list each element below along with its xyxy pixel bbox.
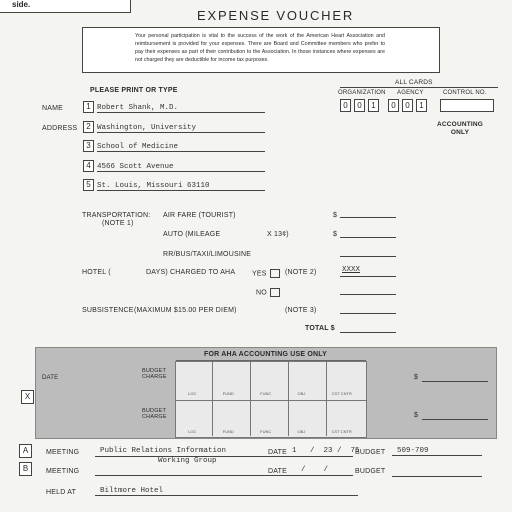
meeting-b-budget[interactable] <box>392 476 482 477</box>
name-label: NAME <box>42 105 64 112</box>
hotel-amount-line <box>340 276 396 277</box>
aha-dollar-2: $ <box>414 412 419 419</box>
line-number-4: 4 <box>83 160 94 172</box>
meeting-b-label: MEETING <box>46 468 80 475</box>
col-loc: LOC <box>188 391 197 396</box>
col-func-2: FUNC <box>260 429 272 434</box>
meeting-a-budget-label: BUDGET <box>355 449 386 456</box>
address-line-3[interactable]: 4566 Scott Avenue <box>97 163 265 172</box>
line-number-1: 1 <box>83 101 94 113</box>
agency-digit-2: 0 <box>402 99 413 112</box>
meeting-a-field-2[interactable]: Working Group <box>158 457 217 465</box>
held-at-field[interactable]: Biltmore Hotel <box>95 487 358 496</box>
aha-dollar-1: $ <box>414 374 419 381</box>
col-fund-2: FUND <box>222 429 234 434</box>
subsistence-note3: (NOTE 3) <box>285 307 317 314</box>
hotel-yes-option[interactable] <box>252 269 280 278</box>
air-fare-field[interactable] <box>340 217 396 218</box>
line-number-5: 5 <box>83 179 94 191</box>
subsistence-field[interactable] <box>340 313 396 314</box>
address-label: ADDRESS <box>42 125 78 132</box>
total-field[interactable] <box>340 332 396 333</box>
please-print-label: PLEASE PRINT OR TYPE <box>90 87 178 94</box>
col-func: FUNC <box>260 391 272 396</box>
air-fare-currency: $ <box>333 212 338 219</box>
meeting-a-field[interactable]: Public Relations Information <box>100 447 227 455</box>
col-obj: OBJ <box>297 391 306 396</box>
address-line-4[interactable]: St. Louis, Missouri 63110 <box>97 182 265 191</box>
subsistence-max: (MAXIMUM $15.00 PER DIEM) <box>134 307 237 314</box>
org-digit-3: 1 <box>368 99 379 112</box>
agency-label: AGENCY <box>397 90 424 96</box>
hotel-label: HOTEL ( <box>82 269 111 276</box>
aha-header: FOR AHA ACCOUNTING USE ONLY <box>204 351 327 358</box>
meeting-b-budget-label: BUDGET <box>355 468 386 475</box>
aha-budget-charge-2: BUDGET CHARGE <box>142 408 167 420</box>
rr-bus-label: RR/BUS/TAXI/LIMOUSINE <box>163 251 252 258</box>
transportation-label: TRANSPORTATION: <box>82 212 151 219</box>
subsistence-label: SUBSISTENCE <box>82 307 134 314</box>
accounting-only-label: ACCOUNTING ONLY <box>437 121 484 136</box>
grid-row2-labels <box>175 429 365 434</box>
control-label: CONTROL NO. <box>443 90 487 96</box>
control-number-box[interactable] <box>440 99 494 112</box>
all-cards-label: ALL CARDS <box>395 79 433 86</box>
meeting-b-date-line <box>265 475 353 476</box>
grid-dividers <box>175 361 365 436</box>
col-loc-2: LOC <box>188 429 197 434</box>
col-obj-2: OBJ <box>297 429 306 434</box>
meeting-a-label: MEETING <box>46 449 80 456</box>
meeting-b-date[interactable]: / / <box>292 466 338 474</box>
x-marker-box: X <box>21 390 34 404</box>
address-line-2[interactable]: School of Medicine <box>97 143 265 152</box>
mileage-rate: X 13¢) <box>267 231 289 238</box>
meeting-a-date[interactable]: 1 / 23 / 75 <box>292 447 360 455</box>
aha-amount-1[interactable] <box>422 381 488 382</box>
hotel-yes-label: YES <box>252 270 267 278</box>
agency-digit-1: 0 <box>388 99 399 112</box>
air-fare-label: AIR FARE (TOURIST) <box>163 212 236 219</box>
org-label: ORGANIZATION <box>338 90 386 96</box>
hotel-yes-checkbox[interactable] <box>270 269 280 278</box>
corner-box <box>0 0 131 13</box>
agency-digit-3: 1 <box>416 99 427 112</box>
col-fund: FUND <box>222 391 234 396</box>
meeting-b-field[interactable] <box>95 475 265 476</box>
auto-currency: $ <box>333 231 338 238</box>
notice-box <box>82 27 440 73</box>
line-number-3: 3 <box>83 140 94 152</box>
hotel-no-label: NO <box>256 289 267 297</box>
transportation-note: (NOTE 1) <box>102 220 134 227</box>
address-line-1[interactable]: Washington, University <box>97 124 265 133</box>
meeting-b-date-label: DATE <box>268 468 287 475</box>
grid-row1-labels <box>175 391 365 396</box>
all-cards-rule <box>340 87 498 88</box>
page-title: EXPENSE VOUCHER <box>197 8 355 23</box>
total-label: TOTAL $ <box>305 325 335 332</box>
aha-amount-2[interactable] <box>422 419 488 420</box>
auto-mileage-label: AUTO (MILEAGE <box>163 231 221 238</box>
org-digit-1: 0 <box>340 99 351 112</box>
meeting-a-date-label: DATE <box>268 449 287 456</box>
hotel-note2: (NOTE 2) <box>285 269 317 276</box>
auto-field[interactable] <box>340 237 396 238</box>
aha-budget-charge-1: BUDGET CHARGE <box>142 368 167 380</box>
corner-text: side. <box>12 0 31 9</box>
hotel-no-checkbox[interactable] <box>270 288 280 297</box>
meeting-b-marker: B <box>19 462 32 476</box>
aha-date-label: DATE <box>42 375 59 381</box>
meeting-a-line <box>95 456 353 457</box>
hotel-no-option[interactable] <box>256 288 280 297</box>
col-cst: CST CNTR <box>331 391 352 396</box>
notice-text: Your personal participation is vital to the success of the work of the American Heart Association and reimbursement is provided for your expenses. There are Board and Committee members who prefer to pay their expenses as part of their contribution to the Association. In those instances where expenses are not charged they are deductible for income tax purposes. <box>135 33 385 63</box>
name-field[interactable]: Robert Shank, M.D. <box>97 104 265 113</box>
hotel-amount[interactable]: XXXX <box>342 266 361 274</box>
held-at-label: HELD AT <box>46 489 77 496</box>
hotel-days-label: DAYS) CHARGED TO AHA <box>146 269 236 276</box>
org-digit-2: 0 <box>354 99 365 112</box>
hotel-no-field[interactable] <box>340 294 396 295</box>
line-number-2: 2 <box>83 121 94 133</box>
meeting-a-marker: A <box>19 444 32 458</box>
col-cst-2: CST CNTR <box>331 429 352 434</box>
rr-bus-field[interactable] <box>340 256 396 257</box>
meeting-a-budget[interactable]: 509-709 <box>392 447 482 456</box>
